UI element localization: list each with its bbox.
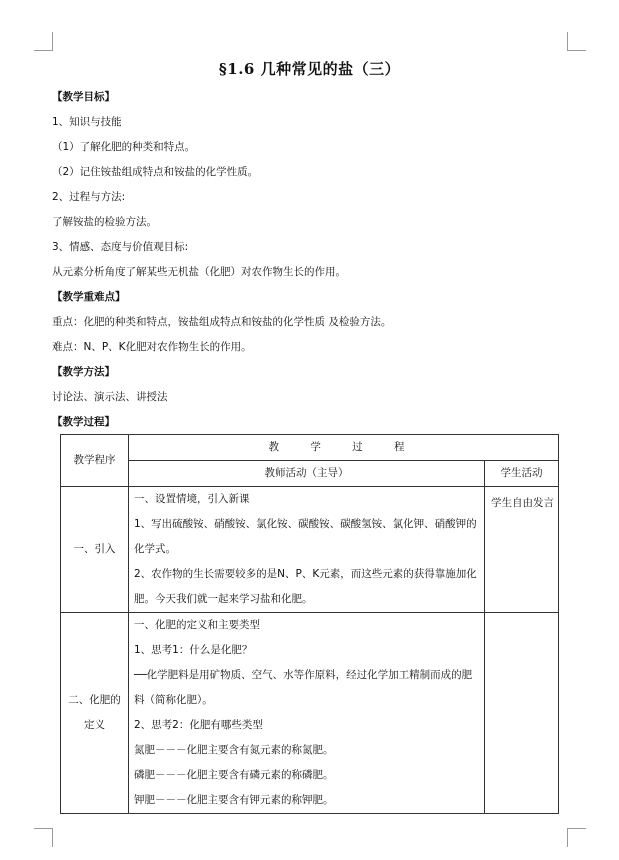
attitude-item: 从元素分析角度了解某些无机盐（化肥）对农作物生长的作用。 [52,266,346,278]
header-teacher-activity: 教师活动（主导） [129,461,485,487]
knowledge-item-1: （1）了解化肥的种类和特点。 [52,141,196,153]
corner-mark-bottom-left [34,828,53,847]
teacher-line: 一、化肥的定义和主要类型 [134,619,260,631]
corner-mark-top-right [567,32,586,51]
teacher-line: 钾肥－－－化肥主要含有钾元素的称钾肥。 [134,794,334,806]
program-cell: 二、化肥的定义 [61,613,129,814]
page-title: §1.6 几种常见的盐（三） [218,60,401,78]
teacher-line: 磷肥－－－化肥主要含有磷元素的称磷肥。 [134,769,334,781]
keypoints-heading: 【教学重难点】 [52,291,126,303]
attitude-heading: 3、情感、态度与价值观目标: [52,241,189,253]
table-row [61,613,559,814]
process-heading: 【教学过程】 [52,416,115,428]
header-student-activity: 学生活动 [485,461,559,487]
knowledge-item-2: （2）记住铵盐组成特点和铵盐的化学性质。 [52,166,259,178]
process-method-heading: 2、过程与方法: [52,191,126,203]
corner-mark-top-left [34,32,53,51]
process-method-item: 了解铵盐的检验方法。 [52,216,157,228]
program-cell: 一、引入 [61,487,129,613]
methods-heading: 【教学方法】 [52,366,115,378]
key-point: 重点：化肥的种类和特点，铵盐组成特点和铵盐的化学性质 及检验方法。 [52,316,392,328]
table-row [61,487,559,613]
methods-text: 讨论法、演示法、讲授法 [52,391,168,403]
teacher-line: 2、思考2：化肥有哪些类型 [134,719,263,731]
header-program: 教学程序 [61,435,129,487]
teacher-activity-cell [129,613,485,814]
teaching-process-table [60,434,559,814]
difficult-point: 难点：N、P、K化肥对农作物生长的作用。 [52,341,252,353]
teacher-line: 一、设置情境，引入新课 [134,493,250,505]
header-process: 教 学 过 程 [129,435,559,461]
student-activity-cell [485,613,559,814]
goals-heading: 【教学目标】 [52,91,115,103]
teacher-line: ──化学肥料是用矿物质、空气、水等作原料，经过化学加工精制而成的肥料（简称化肥）。 [134,669,473,706]
teacher-line: 氮肥－－－化肥主要含有氮元素的称氮肥。 [134,744,334,756]
teacher-line: 1、思考1：什么是化肥？ [134,644,253,656]
teacher-activity-cell [129,487,485,613]
corner-mark-bottom-right [567,828,586,847]
student-activity-cell: 学生自由发言 [485,487,559,613]
teacher-line: 1、写出硫酸铵、硝酸铵、氯化铵、碳酸铵、碳酸氢铵、氯化钾、硝酸钾的化学式。 [134,518,477,555]
teacher-line: 2、农作物的生长需要较多的是N、P、K元素，而这些元素的获得靠施加化肥。今天我们就一起来学习盐和化肥。 [134,568,477,605]
knowledge-heading: 1、知识与技能 [52,116,122,128]
